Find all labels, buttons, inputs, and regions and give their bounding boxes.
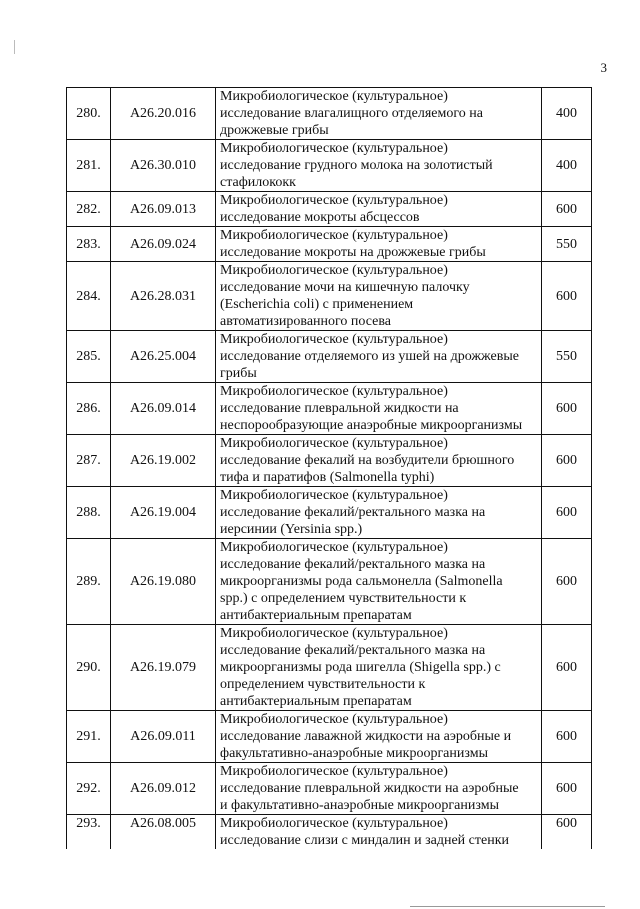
- service-code: A26.19.002: [111, 435, 216, 487]
- service-name-line: исследование фекалий на возбудители брюшного: [220, 453, 515, 468]
- service-name-line: определением чувствительности к: [220, 677, 426, 692]
- row-number: 292.: [67, 763, 111, 815]
- row-number: 287.: [67, 435, 111, 487]
- row-number: 291.: [67, 711, 111, 763]
- row-number: 285.: [67, 331, 111, 383]
- service-name: [216, 262, 542, 331]
- service-code: A26.09.024: [111, 227, 216, 262]
- service-name: [216, 227, 542, 262]
- service-price: 550: [542, 227, 592, 262]
- service-name-line: микроорганизмы рода шигелла (Shigella spp.) с: [220, 660, 501, 675]
- service-name-line: Микробиологическое (культуральное): [220, 141, 448, 156]
- service-name-line: Микробиологическое (культуральное): [220, 228, 448, 243]
- table-row: [67, 227, 592, 262]
- service-name-line: дрожжевые грибы: [220, 123, 329, 138]
- service-code: A26.19.080: [111, 539, 216, 625]
- table-row: [67, 192, 592, 227]
- service-name: [216, 435, 542, 487]
- service-code: A26.09.014: [111, 383, 216, 435]
- service-name: [216, 487, 542, 539]
- service-name-line: исследование лаважной жидкости на аэробные и: [220, 729, 512, 744]
- service-name-line: факультативно-анаэробные микроорганизмы: [220, 746, 488, 761]
- table-row: [67, 487, 592, 539]
- service-price: 600: [542, 711, 592, 763]
- service-name-line: исследование отделяемого из ушей на дрожжевые: [220, 349, 519, 364]
- table-row: [67, 815, 592, 850]
- service-name: [216, 711, 542, 763]
- service-name: [216, 625, 542, 711]
- footer-line: [410, 906, 605, 907]
- table-row: [67, 435, 592, 487]
- row-number: 286.: [67, 383, 111, 435]
- service-name-line: грибы: [220, 366, 257, 381]
- service-price: 600: [542, 815, 592, 850]
- service-price: 600: [542, 262, 592, 331]
- service-name-line: исследование мокроты на дрожжевые грибы: [220, 245, 486, 260]
- service-code: A26.20.016: [111, 88, 216, 140]
- service-name-line: Микробиологическое (культуральное): [220, 764, 448, 779]
- service-name-line: Микробиологическое (культуральное): [220, 436, 448, 451]
- table-row: [67, 763, 592, 815]
- page-number: 3: [600, 60, 607, 75]
- service-name-line: и факультативно-анаэробные микроорганизмы: [220, 798, 499, 813]
- service-name-line: стафилококк: [220, 175, 296, 190]
- service-name: [216, 763, 542, 815]
- service-code: A26.19.004: [111, 487, 216, 539]
- service-code: A26.30.010: [111, 140, 216, 192]
- table-body: [67, 88, 592, 850]
- service-name-line: автоматизированного посева: [220, 314, 391, 329]
- service-name-line: исследование фекалий/ректального мазка на: [220, 643, 486, 658]
- service-name-line: Микробиологическое (культуральное): [220, 488, 448, 503]
- row-number: 282.: [67, 192, 111, 227]
- service-code: A26.19.079: [111, 625, 216, 711]
- service-name-line: Микробиологическое (культуральное): [220, 540, 448, 555]
- service-price: 400: [542, 140, 592, 192]
- service-name-line: неспорообразующие анаэробные микроорганизмы: [220, 418, 523, 433]
- table-row: [67, 539, 592, 625]
- service-name-line: Микробиологическое (культуральное): [220, 384, 448, 399]
- service-name-line: Микробиологическое (культуральное): [220, 89, 448, 104]
- service-price: 600: [542, 763, 592, 815]
- service-code: A26.09.012: [111, 763, 216, 815]
- service-name: [216, 140, 542, 192]
- service-name-line: Микробиологическое (культуральное): [220, 332, 448, 347]
- service-name-line: исследование плевральной жидкости на: [220, 401, 459, 416]
- row-number: 289.: [67, 539, 111, 625]
- service-price: 600: [542, 435, 592, 487]
- service-name-line: исследование слизи с миндалин и задней стенки: [220, 833, 509, 848]
- service-price: 600: [542, 625, 592, 711]
- service-name: [216, 192, 542, 227]
- service-price: 600: [542, 539, 592, 625]
- service-code: A26.25.004: [111, 331, 216, 383]
- service-name: [216, 88, 542, 140]
- service-price: 600: [542, 383, 592, 435]
- table-row: [67, 140, 592, 192]
- service-name-line: исследование мочи на кишечную палочку: [220, 280, 470, 295]
- service-code: A26.09.013: [111, 192, 216, 227]
- price-table: [66, 87, 592, 849]
- service-name-line: иерсинии (Yersinia spp.): [220, 522, 363, 537]
- service-name-line: Микробиологическое (культуральное): [220, 816, 448, 831]
- row-number: 281.: [67, 140, 111, 192]
- service-price: 600: [542, 487, 592, 539]
- service-name-line: антибактериальным препаратам: [220, 694, 412, 709]
- service-name-line: (Escherichia coli) с применением: [220, 297, 414, 312]
- row-number: 290.: [67, 625, 111, 711]
- row-number: 283.: [67, 227, 111, 262]
- service-code: A26.08.005: [111, 815, 216, 850]
- table-row: [67, 262, 592, 331]
- table-row: [67, 383, 592, 435]
- service-name: [216, 815, 542, 850]
- service-name-line: Микробиологическое (культуральное): [220, 193, 448, 208]
- service-name: [216, 383, 542, 435]
- table-row: [67, 711, 592, 763]
- table-row: [67, 88, 592, 140]
- service-name: [216, 331, 542, 383]
- service-name-line: исследование плевральной жидкости на аэробные: [220, 781, 519, 796]
- margin-mark: [14, 40, 15, 54]
- service-price: 550: [542, 331, 592, 383]
- service-price: 600: [542, 192, 592, 227]
- service-name-line: исследование фекалий/ректального мазка на: [220, 505, 486, 520]
- table-row: [67, 331, 592, 383]
- service-name-line: Микробиологическое (культуральное): [220, 712, 448, 727]
- row-number: 284.: [67, 262, 111, 331]
- service-name-line: исследование мокроты абсцессов: [220, 210, 420, 225]
- service-name-line: исследование грудного молока на золотистый: [220, 158, 493, 173]
- service-name-line: антибактериальным препаратам: [220, 608, 412, 623]
- service-name-line: тифа и паратифов (Salmonella typhi): [220, 470, 435, 485]
- service-name: [216, 539, 542, 625]
- row-number: 280.: [67, 88, 111, 140]
- service-name-line: spp.) с определением чувствительности к: [220, 591, 467, 606]
- service-code: A26.09.011: [111, 711, 216, 763]
- row-number: 293.: [67, 815, 111, 850]
- service-name-line: микроорганизмы рода сальмонелла (Salmonella: [220, 574, 503, 589]
- service-name-line: Микробиологическое (культуральное): [220, 263, 448, 278]
- service-name-line: исследование влагалищного отделяемого на: [220, 106, 483, 121]
- table-row: [67, 625, 592, 711]
- service-name-line: Микробиологическое (культуральное): [220, 626, 448, 641]
- row-number: 288.: [67, 487, 111, 539]
- service-price: 400: [542, 88, 592, 140]
- service-code: A26.28.031: [111, 262, 216, 331]
- service-name-line: исследование фекалий/ректального мазка на: [220, 557, 486, 572]
